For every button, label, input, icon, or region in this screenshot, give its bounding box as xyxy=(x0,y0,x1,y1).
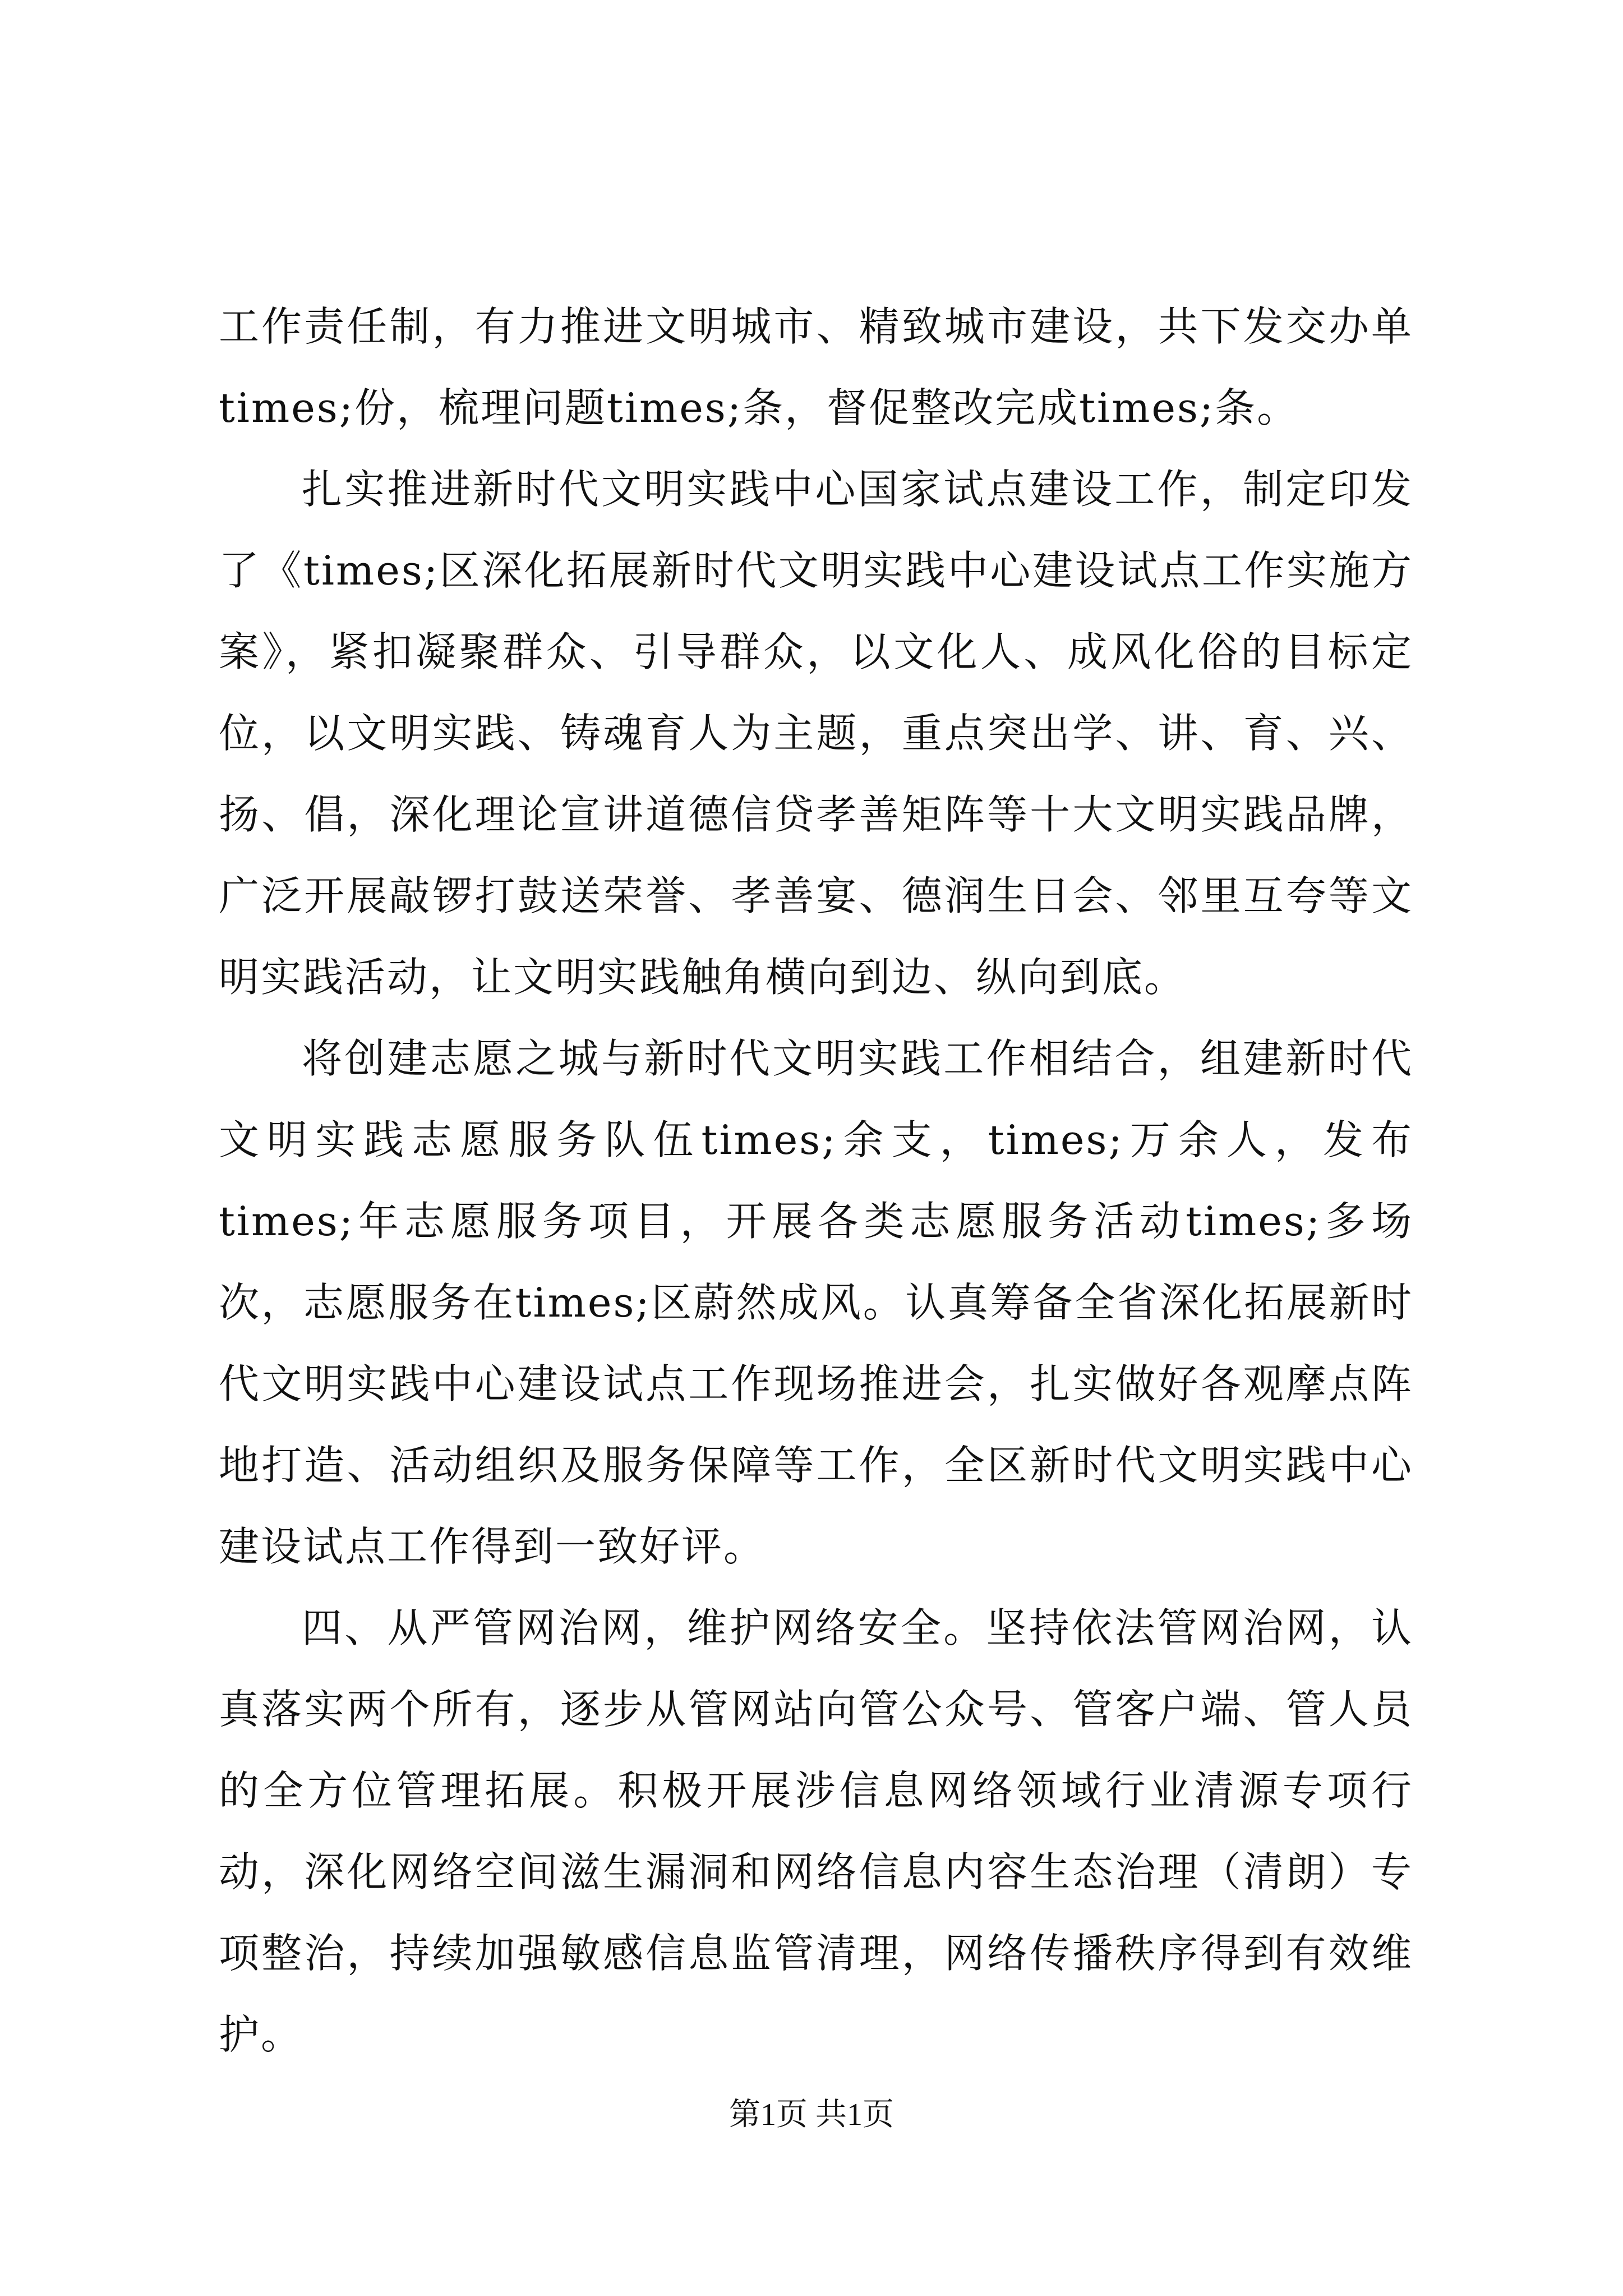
paragraph-practice-center: 扎实推进新时代文明实践中心国家试点建设工作，制定印发了《times;区深化拓展新时代文明实践中心建设试点工作实施方案》，紧扣凝聚群众、引导群众，以文化人、成风化俗的目标定位，以文明实践、铸魂育人为主题，重点突出学、讲、育、兴、扬、倡，深化理论宣讲道德信贷孝善矩阵等十大文明实践品牌，广泛开展敲锣打鼓送荣誉、孝善宴、德润生日会、邻里互夸等文明实践活动，让文明实践触角横向到边、纵向到底。 xyxy=(219,466,1413,1001)
paragraph-network-security: 四、从严管网治网，维护网络安全。坚持依法管网治网，认真落实两个所有，逐步从管网站向管公众号、管客户端、管人员的全方位管理拓展。积极开展涉信息网络领域行业清源专项行动，深化网络空间滋生漏洞和网络信息内容生态治理（清朗）专项整治，持续加强敏感信息监管清理，网络传播秩序得到有效维护。 xyxy=(219,1604,1413,2058)
paragraph-continuation: 工作责任制，有力推进文明城市、精致城市建设，共下发交办单times;份，梳理问题times;条，督促整改完成times;条。 xyxy=(219,303,1413,431)
document-body xyxy=(219,286,1413,2076)
page-footer: 第1页 共1页 xyxy=(729,2097,894,2132)
paragraph-volunteer: 将创建志愿之城与新时代文明实践工作相结合，组建新时代文明实践志愿服务队伍times;余支，times;万余人，发布times;年志愿服务项目，开展各类志愿服务活动times;多场次，志愿服务在times;区蔚然成风。认真筹备全省深化拓展新时代文明实践中心建设试点工作现场推进会，扎实做好各观摩点阵地打造、活动组织及服务保障等工作，全区新时代文明实践中心建设试点工作得到一致好评。 xyxy=(219,1035,1413,1570)
